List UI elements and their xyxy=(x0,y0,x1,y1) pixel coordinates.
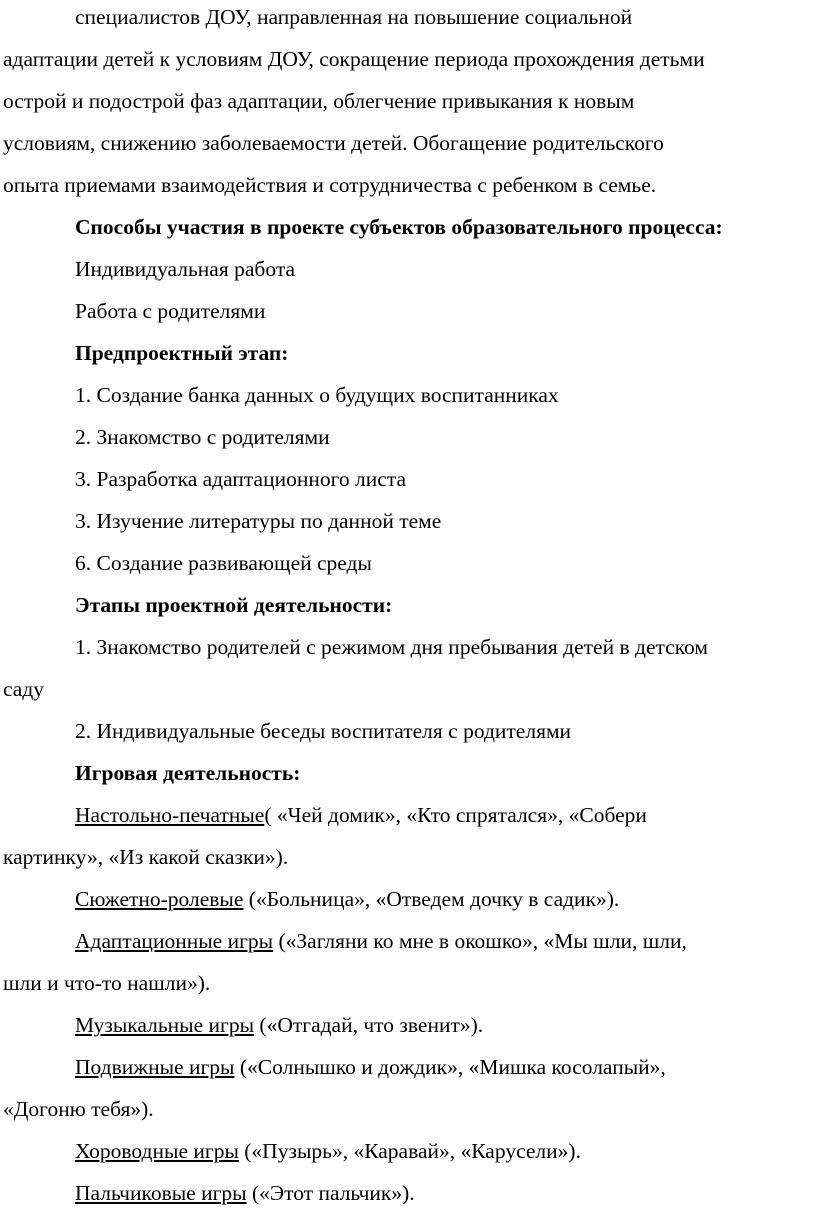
preproject-item: 3. Изучение литературы по данной теме xyxy=(75,509,442,533)
game-music-term: Музыкальные игры xyxy=(75,1013,255,1037)
intro-line-4: условиям, снижению заболеваемости детей. Обогащение родительского xyxy=(3,131,664,155)
game-outdoor-line-1 xyxy=(75,1057,666,1079)
game-outdoor-term: Подвижные игры xyxy=(75,1055,235,1079)
project-stage-item-2: 2. Индивидуальные беседы воспитателя с родителями xyxy=(75,719,572,743)
game-finger-term: Пальчиковые игры xyxy=(75,1181,247,1205)
game-adaptation-examples: («Загляни ко мне в окошко», «Мы шли, шли, xyxy=(273,929,687,953)
game-adaptation-line-1 xyxy=(75,931,687,953)
intro-line-1: специалистов ДОУ, направленная на повышение социальной xyxy=(75,5,633,29)
intro-line-2: адаптации детей к условиям ДОУ, сокращение периода прохождения детьми xyxy=(3,47,705,71)
game-finger xyxy=(75,1183,415,1205)
game-outdoor-line-2: «Догоню тебя»). xyxy=(3,1097,154,1121)
participation-item: Индивидуальная работа xyxy=(75,257,296,281)
participation-item: Работа с родителями xyxy=(75,299,266,323)
game-roleplay-term: Сюжетно-ролевые xyxy=(75,887,244,911)
game-round-dance xyxy=(75,1141,581,1163)
game-board-examples: ( «Чей домик», «Кто спрятался», «Собери xyxy=(264,803,647,827)
game-adaptation-line-2: шли и что-то нашли»). xyxy=(3,971,211,995)
games-heading: Игровая деятельность: xyxy=(75,761,301,785)
game-roleplay xyxy=(75,889,619,911)
game-roleplay-examples: («Больница», «Отведем дочку в садик»). xyxy=(243,887,620,911)
intro-line-5: опыта приемами взаимодействия и сотрудничества с ребенком в семье. xyxy=(3,173,657,197)
game-adaptation-term: Адаптационные игры xyxy=(75,929,274,953)
game-outdoor-examples: («Солнышко и дождик», «Мишка косолапый», xyxy=(234,1055,666,1079)
project-stage-item-1-line-2: саду xyxy=(3,677,45,701)
preproject-item: 2. Знакомство с родителями xyxy=(75,425,330,449)
preproject-item: 1. Создание банка данных о будущих воспитанниках xyxy=(75,383,559,407)
participation-heading: Способы участия в проекте субъектов образовательного процесса: xyxy=(75,215,723,239)
game-round-dance-examples: («Пузырь», «Каравай», «Карусели»). xyxy=(238,1139,581,1163)
project-stage-item-1-line-1: 1. Знакомство родителей с режимом дня пребывания детей в детском xyxy=(75,635,708,659)
game-music xyxy=(75,1015,483,1037)
game-board-term: Настольно-печатные xyxy=(75,803,265,827)
game-music-examples: («Отгадай, что звенит»). xyxy=(254,1013,484,1037)
game-board-line-2: картинку», «Из какой сказки»). xyxy=(3,845,289,869)
game-board-line-1 xyxy=(75,805,647,827)
preproject-heading: Предпроектный этап: xyxy=(75,341,289,365)
project-stages-heading: Этапы проектной деятельности: xyxy=(75,593,393,617)
game-finger-examples: («Этот пальчик»). xyxy=(246,1181,415,1205)
intro-line-3: острой и подострой фаз адаптации, облегчение привыкания к новым xyxy=(3,89,635,113)
game-round-dance-term: Хороводные игры xyxy=(75,1139,239,1163)
preproject-item: 6. Создание развивающей среды xyxy=(75,551,372,575)
preproject-item: 3. Разработка адаптационного листа xyxy=(75,467,406,491)
